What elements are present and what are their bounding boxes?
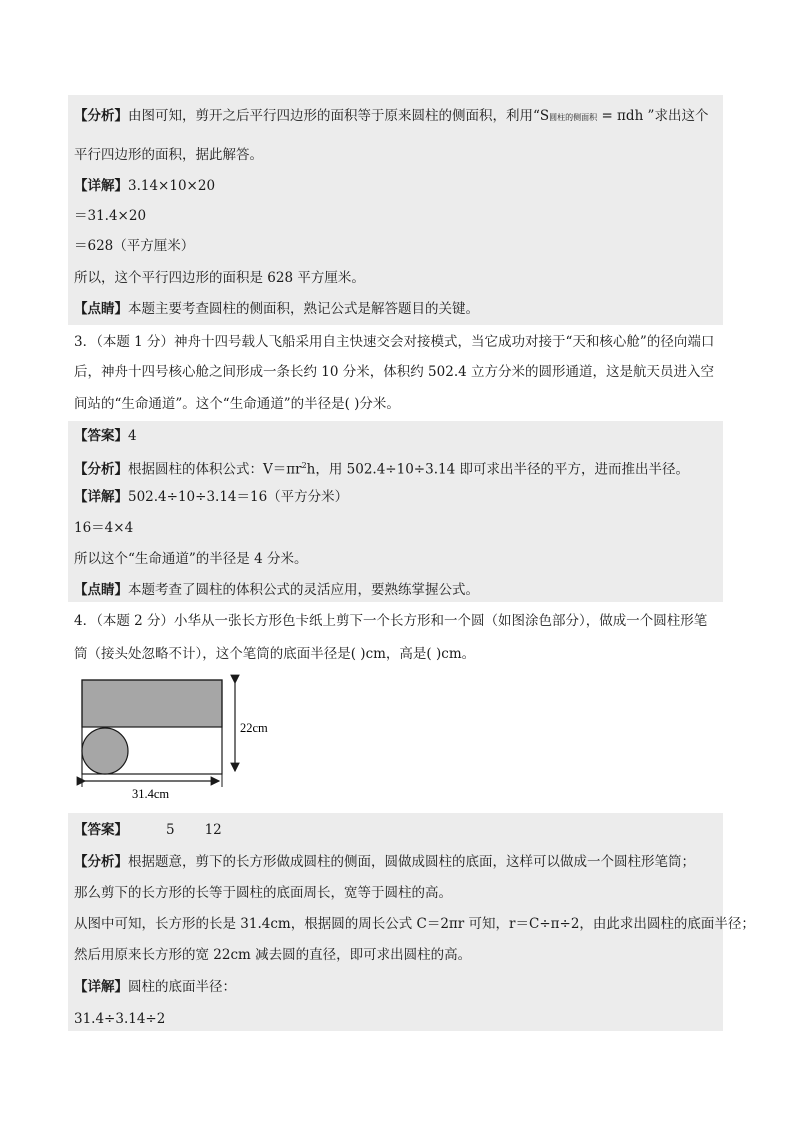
- answer-1: 5: [166, 822, 175, 838]
- detail-label: 【详解】: [74, 489, 128, 505]
- answer-line: [74, 820, 222, 840]
- analysis-label: 【分析】: [74, 461, 128, 478]
- analysis-text-tail: h，用 502.4÷10÷3.14 即可求出半径的平方，进而推出半径。: [306, 461, 689, 478]
- comment-line: [74, 299, 479, 319]
- detail-step: 31.4÷3.14÷2: [74, 1011, 166, 1027]
- width-label: 31.4cm: [132, 787, 170, 801]
- solution-block-3: [68, 421, 723, 602]
- answer-label: 【答案】: [74, 822, 128, 838]
- analysis-line-3: 从图中可知，长方形的长是 31.4cm，根据圆的周长公式 C＝2πr 可知，r＝C÷π÷2，由此求出圆柱的底面半径；: [74, 916, 755, 932]
- question-3-line-1: 3．（本题 1 分）神舟十四号载人飞船采用自主快速交会对接模式，当它成功对接于“天和核心舱”的径向端口: [74, 334, 715, 350]
- comment-text: 本题主要考查圆柱的侧面积，熟记公式是解答题目的关键。: [128, 301, 479, 317]
- comment-label: 【点睛】: [74, 582, 128, 598]
- analysis-line: [74, 456, 689, 480]
- comment-label: 【点睛】: [74, 301, 128, 317]
- detail-conclusion: 所以，这个平行四边形的面积是 628 平方厘米。: [74, 270, 365, 286]
- detail-line: [74, 176, 215, 196]
- analysis-line-2: 那么剪下的长方形的长等于圆柱的底面周长，宽等于圆柱的高。: [74, 885, 452, 901]
- analysis-line-4: 然后用原来长方形的宽 22cm 减去圆的直径，即可求出圆柱的高。: [74, 947, 472, 963]
- detail-text: 圆柱的底面半径：: [128, 979, 236, 995]
- comment-text: 本题考查了圆柱的体积公式的灵活应用，要熟练掌握公式。: [128, 582, 479, 598]
- answer-line: [74, 426, 137, 446]
- cut-circle: [82, 728, 128, 774]
- detail-step: 16＝4×4: [74, 520, 134, 536]
- analysis-text: 根据题意，剪下的长方形做成圆柱的侧面，圆做成圆柱的底面，这样可以做成一个圆柱形笔筒；: [128, 854, 695, 870]
- superscript: 2: [301, 461, 307, 470]
- answer-label: 【答案】: [74, 428, 128, 444]
- detail-text: 3.14×10×20: [128, 178, 216, 194]
- detail-step: ＝628（平方厘米）: [74, 238, 195, 254]
- comment-line: [74, 580, 479, 600]
- analysis-label: 【分析】: [74, 854, 128, 870]
- detail-text: 502.4÷10÷3.14＝16（平方分米）: [128, 489, 349, 505]
- detail-line: [74, 487, 348, 507]
- question-3-line-3: 间站的“生命通道”。这个“生命通道”的半径是( )分米。: [74, 396, 400, 412]
- analysis-line: [74, 852, 695, 872]
- answer-2: 12: [204, 822, 222, 838]
- answer-text: 4: [128, 428, 137, 444]
- analysis-label: 【分析】: [74, 108, 128, 124]
- height-label: 22cm: [240, 721, 268, 735]
- formula-subscript: 圆柱的侧面积: [549, 113, 598, 122]
- question-3-line-2: 后，神舟十四号核心舱之间形成一条长约 10 分米，体积约 502.4 立方分米的圆形通道，这是航天员进入空: [74, 364, 714, 380]
- analysis-text: 由图可知，剪开之后平行四边形的面积等于原来圆柱的侧面积，利用“S: [128, 108, 550, 124]
- solution-block-2: [68, 95, 723, 325]
- question-4-line-1: 4．（本题 2 分）小华从一张长方形色卡纸上剪下一个长方形和一个圆（如图涂色部分），做成一个圆柱形笔: [74, 613, 708, 629]
- detail-conclusion: 所以这个“生命通道”的半径是 4 分米。: [74, 551, 308, 567]
- cut-rectangle: [82, 680, 222, 727]
- detail-label: 【详解】: [74, 178, 128, 194]
- rectangle-circle-figure: [74, 672, 304, 804]
- analysis-line: [74, 106, 708, 128]
- analysis-line-2: 平行四边形的面积，据此解答。: [74, 147, 263, 163]
- detail-line: [74, 977, 236, 997]
- analysis-text: 根据圆柱的体积公式：V＝πr: [128, 461, 302, 478]
- analysis-text-tail: = πdh ”求出这个: [597, 108, 709, 124]
- question-4-line-2: 筒（接头处忽略不计），这个笔筒的底面半径是( )cm，高是( )cm。: [74, 646, 476, 662]
- detail-label: 【详解】: [74, 979, 128, 995]
- detail-step: ＝31.4×20: [74, 208, 147, 224]
